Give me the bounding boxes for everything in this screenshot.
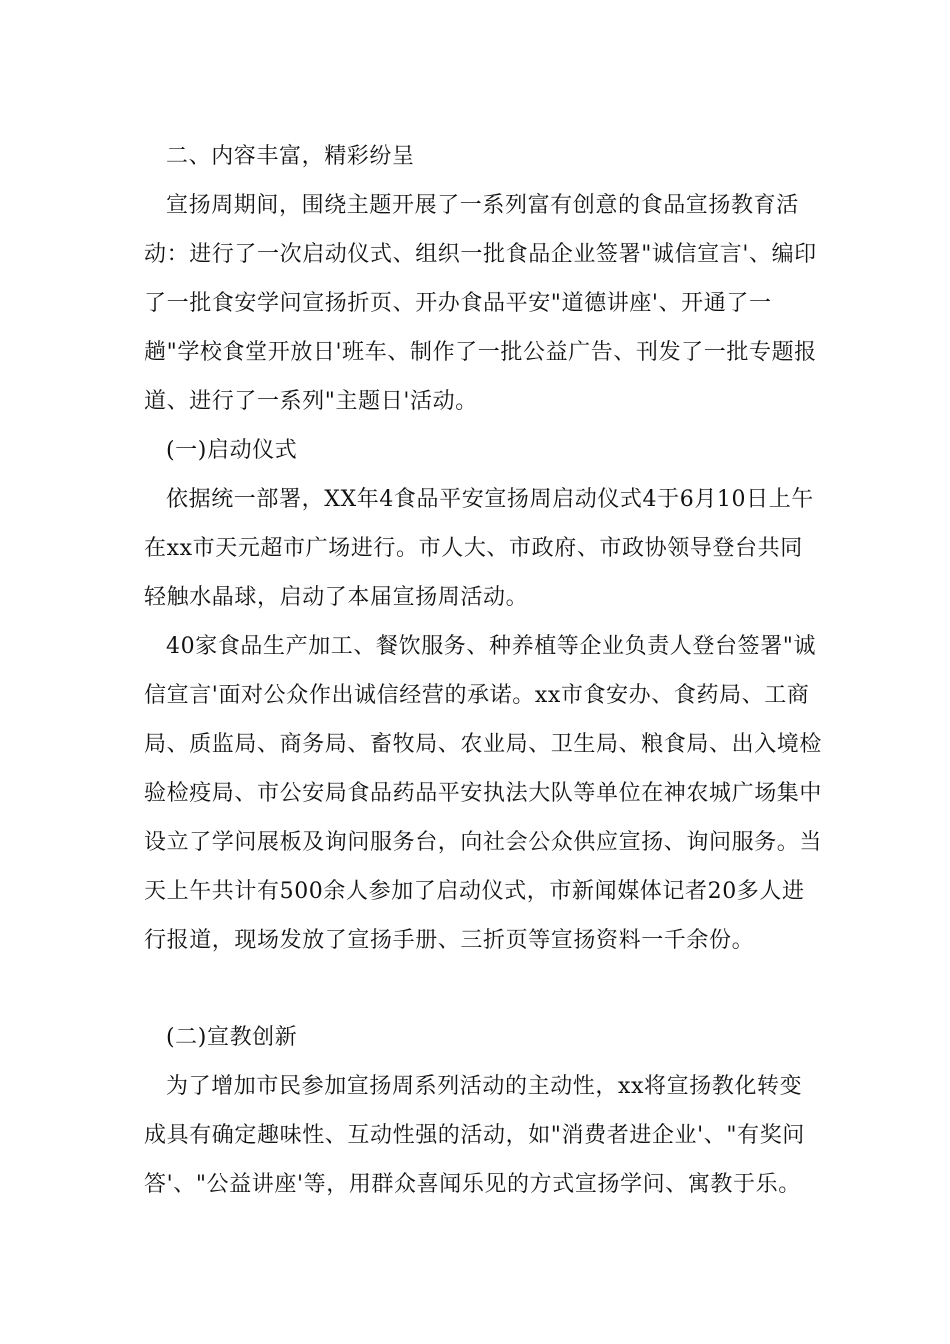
- section-heading: 二、内容丰富，精彩纷呈: [166, 144, 415, 169]
- paragraph-activities: 宣扬周期间，围绕主题开展了一系列富有创意的食品宣扬教育活动：进行了一次启动仪式、组织一批食品企业签署"诚信宣言'、编印了一批食安学问宣扬折页、开办食品平安"道德讲座'、开通了一趟"学校食堂开放日'班车、制作了一批公益广告、刊发了一批专题报道、进行了一系列"主题日'活动。: [144, 193, 817, 414]
- paragraph-spacer: [144, 965, 824, 1013]
- document-body: [144, 132, 824, 1209]
- paragraph-launch-ceremony: 依据统一部署，XX年4食品平安宣扬周启动仪式4于6月10日上午在xx市天元超市广场进行。市人大、市政府、市政协领导登台共同轻触水晶球，启动了本届宣扬周活动。: [144, 487, 814, 610]
- paragraph-integrity-pledge: 40家食品生产加工、餐饮服务、种养植等企业负责人登台签署"诚信宣言'面对公众作出诚信经营的承诺。xx市食安办、食药局、工商局、质监局、商务局、畜牧局、农业局、卫生局、粮食局、出入境检验检疫局、市公安局食品药品平安执法大队等单位在神农城广场集中设立了学问展板及询问服务台，向社会公众供应宣扬、询问服务。当天上午共计有500余人参加了启动仪式，市新闻媒体记者20多人进行报道，现场发放了宣扬手册、三折页等宣扬资料一千余份。: [144, 634, 823, 953]
- subsection-heading-launch: (一)启动仪式: [166, 438, 298, 463]
- paragraph-education-innovation: 为了增加市民参加宣扬周系列活动的主动性，xx将宣扬教化转变成具有确定趣味性、互动性强的活动，如"消费者进企业'、"有奖问答'、"公益讲座'等，用群众喜闻乐见的方式宣扬学问、寓教于乐。: [144, 1074, 805, 1197]
- subsection-heading-innovation: (二)宣教创新: [166, 1025, 298, 1050]
